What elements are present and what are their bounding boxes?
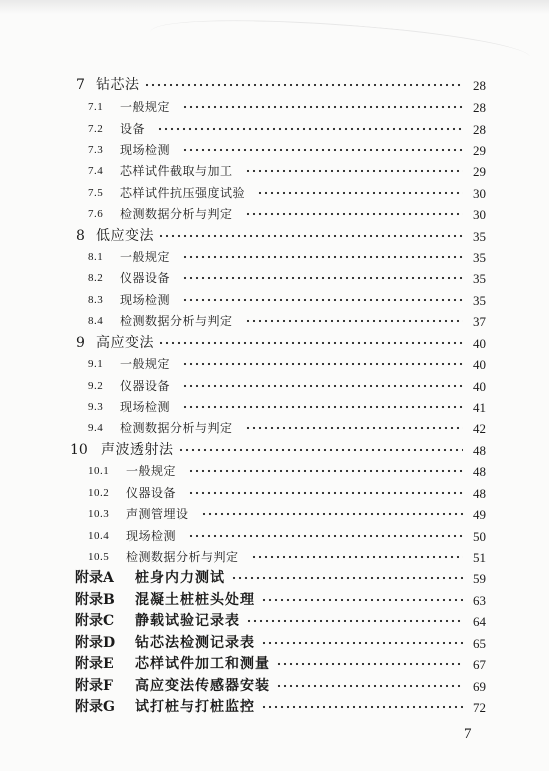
toc-entry-number: 7 <box>76 77 85 93</box>
toc-entry-number: 9.1 <box>88 358 104 370</box>
toc-entry-section <box>0 119 549 140</box>
toc-entry-appendix <box>0 568 549 589</box>
toc-entry-page: 69 <box>473 679 486 694</box>
toc-entry-appendix <box>0 697 549 718</box>
toc-entry-title: 钻芯法 <box>96 77 140 93</box>
toc-entry-page: 67 <box>473 657 486 672</box>
toc-entry-page: 63 <box>473 593 486 608</box>
toc-entry-number: 10.1 <box>88 465 110 477</box>
toc-entry-number: 附录F <box>75 678 113 694</box>
toc-entry-title: 检测数据分析与判定 <box>120 314 233 328</box>
toc-entry-title: 混凝土桩桩头处理 <box>135 592 255 608</box>
toc-entry-title: 一般规定 <box>120 250 171 264</box>
toc-entry-number: 附录A <box>75 570 114 586</box>
toc-entry-page: 35 <box>473 271 486 286</box>
toc-entry-title: 钻芯法检测记录表 <box>135 635 255 651</box>
toc-entry-page: 64 <box>473 614 486 629</box>
toc-entry-title: 一般规定 <box>120 100 171 114</box>
toc-entry-number: 8 <box>76 228 85 244</box>
toc-entry-number: 7.3 <box>88 144 104 156</box>
toc-entry-number: 附录B <box>75 592 115 608</box>
toc-entry-number: 9.2 <box>88 380 104 392</box>
toc-leader-dots <box>144 80 464 90</box>
toc-entry-number: 8.2 <box>88 272 104 284</box>
toc-entry-number: 7.6 <box>88 208 104 220</box>
toc-entry-page: 29 <box>473 164 486 179</box>
toc-entry-section <box>0 504 549 525</box>
toc-entry-title: 低应变法 <box>96 228 154 244</box>
toc-entry-title: 检测数据分析与判定 <box>120 207 233 221</box>
toc-entry-number: 8.1 <box>88 251 104 263</box>
toc-entry-title: 试打桩与打桩监控 <box>135 699 255 715</box>
toc-entry-title: 静载试验记录表 <box>135 613 240 629</box>
toc-leader-dots <box>188 466 463 476</box>
toc-entry-page: 48 <box>473 464 486 479</box>
toc-entry-page: 40 <box>473 379 486 394</box>
toc-entry-appendix <box>0 676 549 697</box>
toc-entry-section <box>0 204 549 225</box>
toc-entry-section <box>0 161 549 182</box>
page-number: 7 <box>464 726 472 742</box>
toc-entry-section <box>0 183 549 204</box>
toc-entry-page: 40 <box>473 336 486 351</box>
toc-entry-section <box>0 526 549 547</box>
toc-entry-section <box>0 547 549 568</box>
toc-entry-section <box>0 418 549 439</box>
toc-entry-number: 7.1 <box>88 101 104 113</box>
toc-leader-dots <box>182 145 463 155</box>
toc-entry-title: 高应变法传感器安装 <box>135 678 270 694</box>
toc-entry-section <box>0 97 549 118</box>
toc-entry-section <box>0 483 549 504</box>
toc-leader-dots <box>246 616 463 626</box>
toc-leader-dots <box>276 659 463 669</box>
toc-entry-number: 附录G <box>75 699 115 715</box>
toc-leader-dots <box>261 638 463 648</box>
toc-entry-chapter <box>0 226 549 247</box>
toc-entry-page: 42 <box>473 421 486 436</box>
toc-entry-page: 48 <box>473 443 486 458</box>
toc-entry-title: 芯样试件加工和测量 <box>135 656 270 672</box>
toc-leader-dots <box>178 445 464 455</box>
toc-leader-dots <box>182 252 463 262</box>
toc-entry-chapter <box>0 75 549 96</box>
toc-entry-title: 一般规定 <box>120 357 171 371</box>
toc-leader-dots <box>182 381 463 391</box>
toc-entry-section <box>0 140 549 161</box>
toc-entry-number: 附录D <box>75 635 116 651</box>
toc-entry-title: 仪器设备 <box>120 379 171 393</box>
toc-entry-section <box>0 290 549 311</box>
toc-entry-page: 72 <box>473 700 486 715</box>
toc-entry-title: 仪器设备 <box>120 271 171 285</box>
toc-entry-number: 7.5 <box>88 187 104 199</box>
toc-entry-number: 10.4 <box>88 530 110 542</box>
toc-leader-dots <box>276 681 463 691</box>
toc-leader-dots <box>245 316 464 326</box>
toc-entry-section <box>0 397 549 418</box>
toc-entry-page: 51 <box>473 550 486 565</box>
toc-entry-number: 9.4 <box>88 422 104 434</box>
toc-entry-page: 35 <box>473 229 486 244</box>
toc-entry-number: 附录E <box>75 656 114 672</box>
toc-entry-page: 35 <box>473 250 486 265</box>
toc-entry-title: 现场检测 <box>120 143 171 157</box>
toc-entry-title: 芯样试件截取与加工 <box>120 164 233 178</box>
toc-leader-dots <box>261 702 463 712</box>
scan-smudge <box>149 8 531 82</box>
toc-entry-title: 检测数据分析与判定 <box>126 550 239 564</box>
toc-leader-dots <box>231 573 463 583</box>
toc-entry-page: 30 <box>473 186 486 201</box>
toc-entry-number: 10.3 <box>88 508 110 520</box>
toc-entry-section <box>0 376 549 397</box>
toc-entry-title: 现场检测 <box>120 400 171 414</box>
toc-entry-title: 现场检测 <box>120 293 171 307</box>
toc-entry-number: 7.2 <box>88 123 104 135</box>
toc-entry-page: 28 <box>473 78 486 93</box>
toc-leader-dots <box>182 295 463 305</box>
toc-entry-chapter <box>0 333 549 354</box>
toc-entry-page: 28 <box>473 122 486 137</box>
toc-entry-page: 41 <box>473 400 486 415</box>
toc-entry-page: 49 <box>473 507 486 522</box>
toc-entry-number: 9 <box>76 335 85 351</box>
toc-entry-title: 仪器设备 <box>126 486 177 500</box>
toc-leader-dots <box>201 509 464 519</box>
toc-entry-number: 10.5 <box>88 551 110 563</box>
toc-entry-title: 声测管埋设 <box>126 507 189 521</box>
toc-entry-appendix <box>0 611 549 632</box>
toc-entry-chapter <box>0 440 549 461</box>
toc-leader-dots <box>158 338 463 348</box>
toc-leader-dots <box>188 488 463 498</box>
toc-entry-appendix <box>0 590 549 611</box>
toc-leader-dots <box>182 102 463 112</box>
toc-entry-title: 检测数据分析与判定 <box>120 421 233 435</box>
toc-leader-dots <box>251 552 464 562</box>
toc-entry-page: 37 <box>473 314 486 329</box>
toc-entry-section <box>0 247 549 268</box>
toc-entry-page: 35 <box>473 293 486 308</box>
scan-top-edge <box>0 0 549 14</box>
toc-entry-title: 高应变法 <box>96 335 154 351</box>
toc-entry-page: 48 <box>473 486 486 501</box>
toc-entry-page: 30 <box>473 207 486 222</box>
toc-entry-page: 65 <box>473 636 486 651</box>
toc-entry-page: 29 <box>473 143 486 158</box>
toc-entry-title: 声波透射法 <box>101 442 174 458</box>
toc-leader-dots <box>245 209 464 219</box>
toc-entry-title: 一般规定 <box>126 464 177 478</box>
toc-entry-section <box>0 268 549 289</box>
toc-entry-number: 10 <box>70 442 88 458</box>
toc-entry-page: 50 <box>473 529 486 544</box>
toc-entry-number: 10.2 <box>88 487 110 499</box>
toc-leader-dots <box>182 359 463 369</box>
toc-leader-dots <box>157 124 463 134</box>
toc-leader-dots <box>261 595 463 605</box>
toc-entry-page: 28 <box>473 100 486 115</box>
toc-leader-dots <box>245 166 464 176</box>
toc-entry-number: 7.4 <box>88 165 104 177</box>
toc-entry-title: 桩身内力测试 <box>135 570 225 586</box>
toc-entry-title: 现场检测 <box>126 529 177 543</box>
toc-leader-dots <box>182 402 463 412</box>
toc-entry-number: 8.3 <box>88 294 104 306</box>
toc-entry-title: 设备 <box>120 122 146 136</box>
toc-leader-dots <box>257 188 463 198</box>
toc-leader-dots <box>182 273 463 283</box>
toc-entry-appendix <box>0 633 549 654</box>
toc-entry-page: 59 <box>473 571 486 586</box>
toc-leader-dots <box>188 531 463 541</box>
toc-leader-dots <box>158 231 463 241</box>
toc-entry-number: 9.3 <box>88 401 104 413</box>
toc-entry-page: 40 <box>473 357 486 372</box>
toc-entry-appendix <box>0 654 549 675</box>
toc-entry-section <box>0 311 549 332</box>
toc-entry-section <box>0 354 549 375</box>
toc-entry-number: 附录C <box>75 613 115 629</box>
toc-leader-dots <box>245 423 464 433</box>
toc-entry-title: 芯样试件抗压强度试验 <box>120 186 246 200</box>
toc-entry-section <box>0 461 549 482</box>
toc-entry-number: 8.4 <box>88 315 104 327</box>
